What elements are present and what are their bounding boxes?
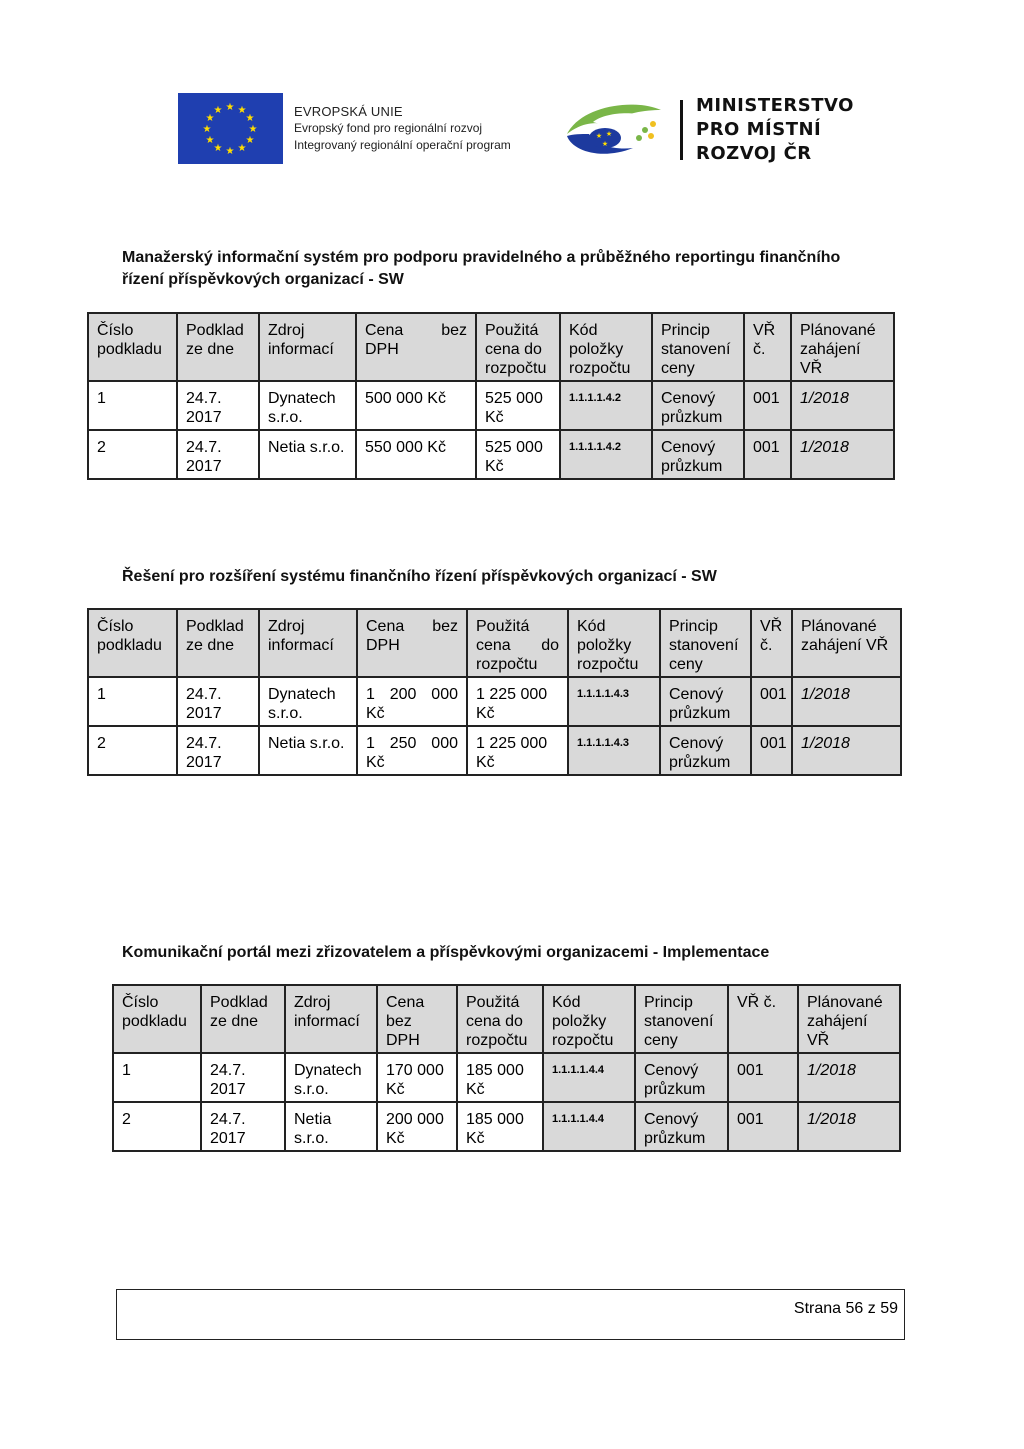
col-header-zdroj: Zdroj informací [259, 609, 357, 677]
col-header-vr: VŘ č. [751, 609, 792, 677]
eu-program-text [294, 103, 554, 154]
svg-text:★: ★ [605, 130, 613, 138]
col-header-zdroj: Zdroj informací [285, 985, 377, 1053]
cell-princip: Cenový průzkum [660, 677, 751, 726]
col-header-cislo: Číslo podkladu [88, 609, 177, 677]
cell-cislo: 1 [88, 677, 177, 726]
cell-kod: 1.1.1.1.4.2 [560, 430, 652, 479]
cell-cislo: 1 [88, 381, 177, 430]
cell-cislo: 1 [113, 1053, 201, 1102]
col-header-cena: Cena bez DPH [356, 313, 476, 381]
col-header-podklad: Podklad ze dne [177, 609, 259, 677]
cell-cena: 500 000 Kč [356, 381, 476, 430]
cell-princip: Cenový průzkum [635, 1053, 728, 1102]
cell-vr: 001 [751, 677, 792, 726]
table-row [88, 726, 901, 775]
col-header-kod: Kód položky rozpočtu [543, 985, 635, 1053]
cell-vr: 001 [744, 381, 791, 430]
page-number: Strana 56 z 59 [793, 1300, 898, 1317]
svg-text:★: ★ [213, 143, 223, 154]
svg-text:★: ★ [213, 105, 223, 116]
col-header-podklad: Podklad ze dne [177, 313, 259, 381]
svg-text:★: ★ [248, 124, 258, 135]
section-2-title [122, 566, 717, 588]
cell-cislo: 2 [88, 726, 177, 775]
svg-text:★: ★ [595, 132, 603, 140]
cell-vr: 001 [728, 1053, 798, 1102]
col-header-zdroj: Zdroj informací [259, 313, 356, 381]
svg-text:★: ★ [237, 105, 247, 116]
cell-pouzita-cena: 525 000 Kč [476, 430, 560, 479]
col-header-pouzita-cena: Použitá cena do rozpočtu [457, 985, 543, 1053]
eu-fund-name: Evropský fond pro regionální rozvoj [294, 121, 483, 135]
section-1-title-line1: Manažerský informační systém pro podporu pravidelného a průběžného reportingu finančního [122, 249, 841, 266]
cell-pouzita-cena: 185 000 Kč [457, 1102, 543, 1151]
col-header-cislo: Číslo podkladu [113, 985, 201, 1053]
cell-zdroj: Netia s.r.o. [259, 726, 357, 775]
cell-zahajeni: 1/2018 [798, 1053, 900, 1102]
cell-zdroj: Dynatech s.r.o. [259, 381, 356, 430]
col-header-princip: Princip stanovení ceny [652, 313, 744, 381]
svg-text:★: ★ [601, 140, 609, 148]
cell-pouzita-cena: 1 225 000 Kč [467, 677, 568, 726]
cell-zahajeni: 1/2018 [792, 677, 901, 726]
cell-princip: Cenový průzkum [635, 1102, 728, 1151]
eu-stars-icon [178, 93, 283, 164]
table-header-row [88, 313, 894, 381]
section-3-table [112, 984, 901, 1152]
page-header [0, 0, 1024, 200]
cell-pouzita-cena: 185 000 Kč [457, 1053, 543, 1102]
col-header-pouzita-cena: Použitá cena do rozpočtu [467, 609, 568, 677]
cell-cena: 550 000 Kč [356, 430, 476, 479]
cell-zdroj: Netia s.r.o. [259, 430, 356, 479]
header-divider [680, 100, 683, 160]
cell-cena: 200 000 Kč [377, 1102, 457, 1151]
cell-pouzita-cena: 525 000 Kč [476, 381, 560, 430]
svg-text:★: ★ [202, 124, 212, 135]
cell-zahajeni: 1/2018 [798, 1102, 900, 1151]
cell-kod: 1.1.1.1.4.3 [568, 677, 660, 726]
cell-cena: 170 000 Kč [377, 1053, 457, 1102]
cell-zdroj: Netia s.r.o. [285, 1102, 377, 1151]
cell-kod: 1.1.1.1.4.3 [568, 726, 660, 775]
cell-vr: 001 [728, 1102, 798, 1151]
cell-vr: 001 [751, 726, 792, 775]
cell-kod: 1.1.1.1.4.2 [560, 381, 652, 430]
section-2-table [87, 608, 902, 776]
svg-text:★: ★ [205, 113, 215, 124]
cell-zdroj: Dynatech s.r.o. [285, 1053, 377, 1102]
page-footer [116, 1289, 905, 1340]
cell-cena: 1 250 000 Kč [357, 726, 467, 775]
table-row [88, 677, 901, 726]
cell-podklad: 24.7. 2017 [177, 381, 259, 430]
table-row [88, 381, 894, 430]
cell-kod: 1.1.1.1.4.4 [543, 1053, 635, 1102]
section-1-title [122, 247, 840, 291]
col-header-cena: Cena bez DPH [357, 609, 467, 677]
cell-podklad: 24.7. 2017 [177, 677, 259, 726]
col-header-cena: Cena bez DPH [377, 985, 457, 1053]
cell-vr: 001 [744, 430, 791, 479]
table-row [113, 1053, 900, 1102]
svg-text:★: ★ [225, 146, 235, 157]
table-row [88, 430, 894, 479]
eu-title: EVROPSKÁ UNIE [294, 104, 403, 119]
svg-text:★: ★ [205, 135, 215, 146]
cell-zahajeni: 1/2018 [791, 381, 894, 430]
mmr-emblem-icon [563, 100, 668, 160]
section-1-title-line2: řízení příspěvkových organizací - SW [122, 271, 404, 288]
svg-text:★: ★ [237, 143, 247, 154]
svg-text:★: ★ [245, 135, 255, 146]
cell-cislo: 2 [113, 1102, 201, 1151]
section-2-title-line1: Řešení pro rozšíření systému finančního řízení příspěvkových organizací - SW [122, 568, 717, 585]
ministry-name-line1: MINISTERSTVO [696, 95, 854, 116]
col-header-vr: VŘ č. [728, 985, 798, 1053]
cell-cislo: 2 [88, 430, 177, 479]
col-header-princip: Princip stanovení ceny [635, 985, 728, 1053]
col-header-princip: Princip stanovení ceny [660, 609, 751, 677]
cell-pouzita-cena: 1 225 000 Kč [467, 726, 568, 775]
col-header-zahajeni: Plánované zahájení VŘ [798, 985, 900, 1053]
col-header-cislo: Číslo podkladu [88, 313, 177, 381]
eu-program-name: Integrovaný regionální operační program [294, 138, 511, 152]
col-header-podklad: Podklad ze dne [201, 985, 285, 1053]
col-header-pouzita-cena: Použitá cena do rozpočtu [476, 313, 560, 381]
table-header-row [113, 985, 900, 1053]
cell-kod: 1.1.1.1.4.4 [543, 1102, 635, 1151]
cell-cena: 1 200 000 Kč [357, 677, 467, 726]
section-1-table [87, 312, 895, 480]
cell-podklad: 24.7. 2017 [177, 726, 259, 775]
cell-princip: Cenový průzkum [660, 726, 751, 775]
col-header-vr: VŘ č. [744, 313, 791, 381]
col-header-zahajeni: Plánované zahájení VŘ [792, 609, 901, 677]
section-3-title-line1: Komunikační portál mezi zřizovatelem a příspěvkovými organizacemi - Implementace [122, 944, 770, 961]
ministry-name [696, 94, 854, 166]
eu-flag-logo [178, 93, 283, 164]
mmr-logo [563, 100, 668, 160]
section-3-title [122, 942, 769, 964]
cell-princip: Cenový průzkum [652, 381, 744, 430]
table-row [113, 1102, 900, 1151]
col-header-kod: Kód položky rozpočtu [560, 313, 652, 381]
col-header-zahajeni: Plánované zahájení VŘ [791, 313, 894, 381]
cell-zahajeni: 1/2018 [792, 726, 901, 775]
cell-princip: Cenový průzkum [652, 430, 744, 479]
svg-text:★: ★ [225, 102, 235, 113]
table-header-row [88, 609, 901, 677]
cell-podklad: 24.7. 2017 [201, 1053, 285, 1102]
svg-text:★: ★ [245, 113, 255, 124]
cell-podklad: 24.7. 2017 [177, 430, 259, 479]
ministry-name-line3: ROZVOJ ČR [696, 143, 812, 164]
ministry-name-line2: PRO MÍSTNÍ [696, 119, 822, 140]
col-header-kod: Kód položky rozpočtu [568, 609, 660, 677]
cell-zdroj: Dynatech s.r.o. [259, 677, 357, 726]
cell-zahajeni: 1/2018 [791, 430, 894, 479]
cell-podklad: 24.7. 2017 [201, 1102, 285, 1151]
